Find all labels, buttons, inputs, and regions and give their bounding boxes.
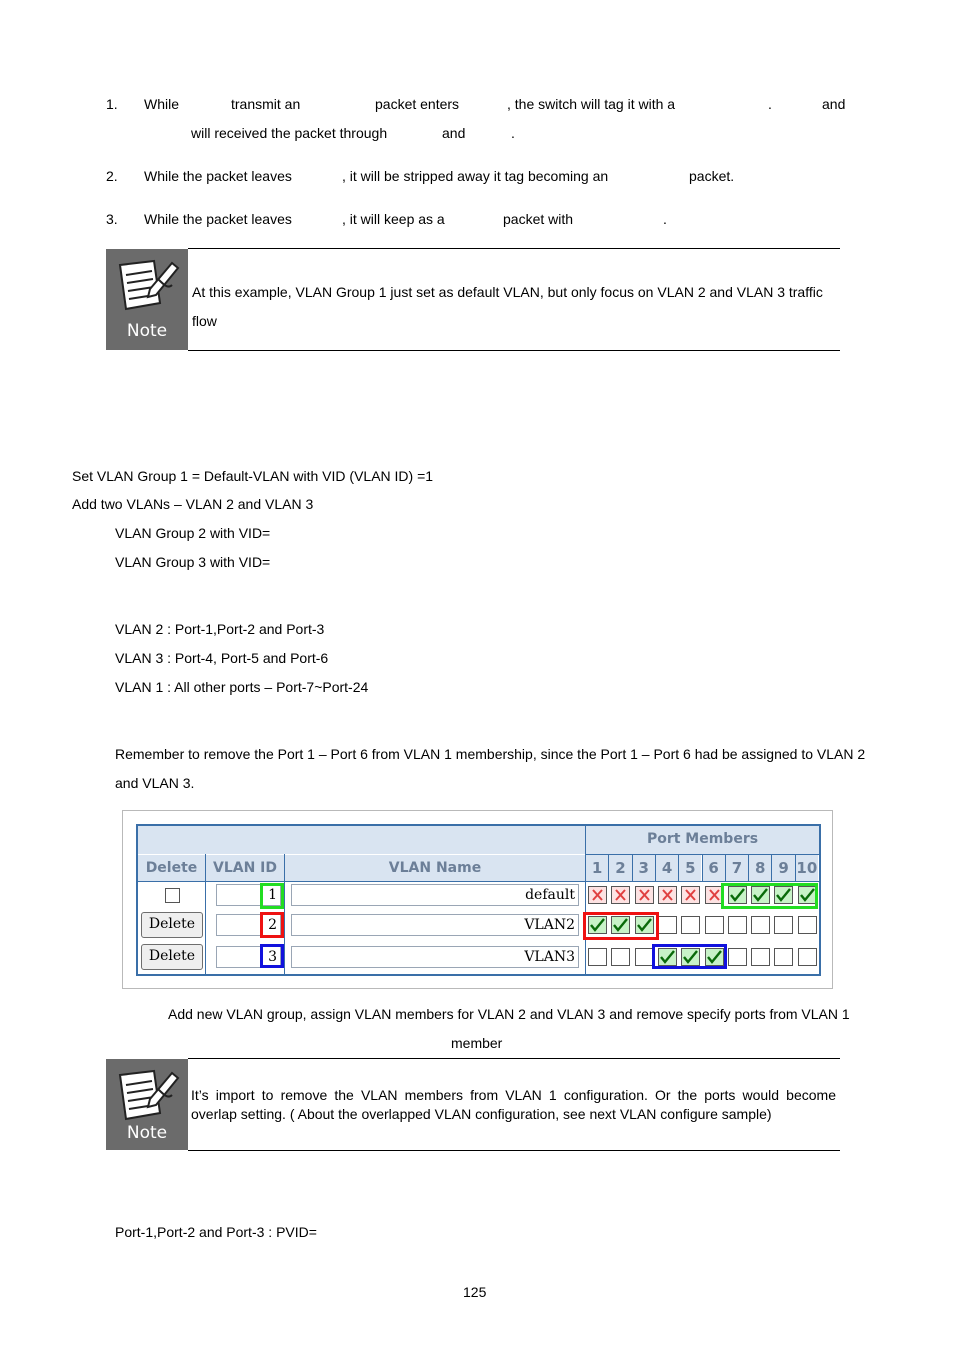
port-member-row2-port7[interactable]: [728, 916, 747, 934]
list-number-2: 2.: [106, 168, 118, 184]
list-1-part-2: transmit an: [231, 96, 301, 112]
port-header-8: 8: [749, 855, 771, 881]
note-pencil-icon: [114, 255, 180, 317]
port-header-10: 10: [796, 855, 818, 881]
note1-text-line2: flow: [192, 313, 217, 329]
delete-button-row2[interactable]: Delete: [141, 912, 203, 938]
vlan-name-field-row3[interactable]: VLAN3: [291, 946, 579, 968]
highlight-vid-2: [260, 912, 284, 938]
port-header-4: 4: [656, 855, 678, 881]
port-header-2: 2: [609, 855, 631, 881]
vlan-config-screenshot: [122, 810, 833, 989]
note1-label: Note: [126, 321, 168, 341]
col-header-vlan-id: VLAN ID: [206, 855, 284, 881]
note1-icon: [106, 249, 188, 350]
setup-line-2: Add two VLANs – VLAN 2 and VLAN 3: [72, 496, 314, 512]
cross-icon: [636, 887, 653, 903]
cross-icon: [659, 887, 676, 903]
note2-label: Note: [126, 1123, 168, 1143]
port-member-row3-port9[interactable]: [774, 948, 793, 966]
vlan-id-field-row2[interactable]: 2: [216, 914, 281, 936]
port-header-3: 3: [633, 855, 655, 881]
list-2-part-3: packet.: [689, 168, 735, 184]
delete-checkbox-row1[interactable]: [165, 888, 180, 903]
grid-line: [205, 854, 206, 974]
note-pencil-icon: [114, 1065, 180, 1127]
grid-line: [608, 854, 609, 881]
note2-bottom-rule: [188, 1150, 840, 1151]
port-header-9: 9: [772, 855, 794, 881]
remember-line-1: Remember to remove the Port 1 – Port 6 from VLAN 1 membership, since the Port 1 – Port 6 had be assigned to VLAN 2: [115, 746, 866, 762]
note2-text-line1: It’s import to remove the VLAN members from VLAN 1 configuration. Or the ports would become: [191, 1087, 836, 1103]
col-header-delete: Delete: [138, 855, 205, 881]
vlan-name-field-row1[interactable]: default: [291, 884, 579, 906]
list-1-line2-part-1: will received the packet through: [191, 125, 388, 141]
grid-line: [138, 881, 819, 882]
assign-line-2: VLAN 3 : Port-4, Port-5 and Port-6: [115, 650, 329, 666]
assign-line-1: VLAN 2 : Port-1,Port-2 and Port-3: [115, 621, 325, 637]
remember-line-2: and VLAN 3.: [115, 775, 195, 791]
port-members-header: Port Members: [586, 826, 819, 854]
port-header-5: 5: [679, 855, 701, 881]
port-member-row2-port8[interactable]: [751, 916, 770, 934]
port-member-row1-port3[interactable]: [635, 886, 654, 904]
port-member-row2-port4[interactable]: [658, 916, 677, 934]
grid-line: [702, 854, 703, 881]
port-member-row3-port2[interactable]: [611, 948, 630, 966]
port-header-1: 1: [586, 855, 608, 881]
grid-line: [586, 854, 819, 855]
port-member-row2-port6[interactable]: [705, 916, 724, 934]
list-1-part-1: While: [144, 96, 180, 112]
port-member-row2-port10[interactable]: [798, 916, 817, 934]
cross-icon: [706, 887, 723, 903]
vlan-group-2-line: VLAN Group 2 with VID=: [115, 525, 271, 541]
list-1-part-6: and: [822, 96, 846, 112]
col-header-vlan-name: VLAN Name: [285, 855, 585, 881]
cross-icon: [682, 887, 699, 903]
highlight-ports-7-10: [721, 883, 818, 909]
note2-text-line2: overlap setting. ( About the overlapped VLAN configuration, see next VLAN configure sample): [191, 1106, 772, 1122]
highlight-ports-1-3: [583, 912, 659, 940]
list-number-1: 1.: [106, 96, 118, 112]
port-member-row1-port4[interactable]: [658, 886, 677, 904]
header-blank: [138, 826, 585, 854]
vlan-id-field-row1[interactable]: 1: [216, 884, 281, 906]
port-member-row3-port3[interactable]: [635, 948, 654, 966]
port-header-7: 7: [726, 855, 748, 881]
list-number-3: 3.: [106, 211, 118, 227]
list-2-part-1: While the packet leaves: [144, 168, 292, 184]
grid-line: [678, 854, 679, 881]
port-member-row3-port1[interactable]: [588, 948, 607, 966]
assign-line-3: VLAN 1 : All other ports – Port-7~Port-24: [115, 679, 369, 695]
note1-top-rule: [188, 248, 840, 249]
note2-icon: [106, 1059, 188, 1150]
highlight-ports-4-6: [652, 944, 727, 969]
figure-caption-line2: member: [451, 1035, 503, 1051]
grid-line: [771, 854, 772, 881]
grid-line: [632, 854, 633, 881]
list-1-part-4: , the switch will tag it with a: [507, 96, 676, 112]
vlan-table: [136, 824, 821, 976]
grid-line: [795, 854, 796, 881]
list-3-part-3: packet with: [503, 211, 574, 227]
setup-line-1: Set VLAN Group 1 = Default-VLAN with VID (VLAN ID) =1: [72, 468, 434, 484]
grid-line: [725, 854, 726, 881]
list-3-part-4: .: [663, 211, 667, 227]
vlan-name-field-row2[interactable]: VLAN2: [291, 914, 579, 936]
port-member-row1-port2[interactable]: [611, 886, 630, 904]
cross-icon: [589, 887, 606, 903]
list-1-part-5: .: [768, 96, 772, 112]
grid-line: [655, 854, 656, 881]
grid-line: [284, 854, 285, 974]
note2-top-rule: [188, 1058, 840, 1059]
highlight-vid-1: [260, 883, 284, 909]
port-member-row1-port1[interactable]: [588, 886, 607, 904]
port-header-6: 6: [703, 855, 725, 881]
list-1-line2-part-2: and: [442, 125, 466, 141]
port-member-row3-port7[interactable]: [728, 948, 747, 966]
port-member-row2-port5[interactable]: [681, 916, 700, 934]
list-3-part-2: , it will keep as a: [342, 211, 445, 227]
figure-caption-line1: Add new VLAN group, assign VLAN members for VLAN 2 and VLAN 3 and remove specify ports from VLAN 1: [168, 1006, 850, 1022]
grid-line: [748, 854, 749, 881]
highlight-vid-3: [260, 944, 284, 968]
pvid-line: Port-1,Port-2 and Port-3 : PVID=: [115, 1224, 317, 1240]
list-3-part-1: While the packet leaves: [144, 211, 292, 227]
cross-icon: [612, 887, 629, 903]
vlan-group-3-line: VLAN Group 3 with VID=: [115, 554, 271, 570]
port-member-row1-port5[interactable]: [681, 886, 700, 904]
port-member-row3-port8[interactable]: [751, 948, 770, 966]
page-number: 125: [463, 1284, 487, 1300]
grid-line: [585, 826, 586, 974]
delete-button-row3[interactable]: Delete: [141, 944, 203, 970]
port-member-row3-port10[interactable]: [798, 948, 817, 966]
note1-bottom-rule: [188, 350, 840, 351]
list-1-part-3: packet enters: [375, 96, 460, 112]
vlan-id-field-row3[interactable]: 3: [216, 946, 281, 968]
list-1-line2-part-3: .: [511, 125, 515, 141]
note1-text-line1: At this example, VLAN Group 1 just set as default VLAN, but only focus on VLAN 2 and VLAN 3 traffic: [192, 284, 823, 300]
list-2-part-2: , it will be stripped away it tag becoming an: [342, 168, 609, 184]
port-member-row2-port9[interactable]: [774, 916, 793, 934]
